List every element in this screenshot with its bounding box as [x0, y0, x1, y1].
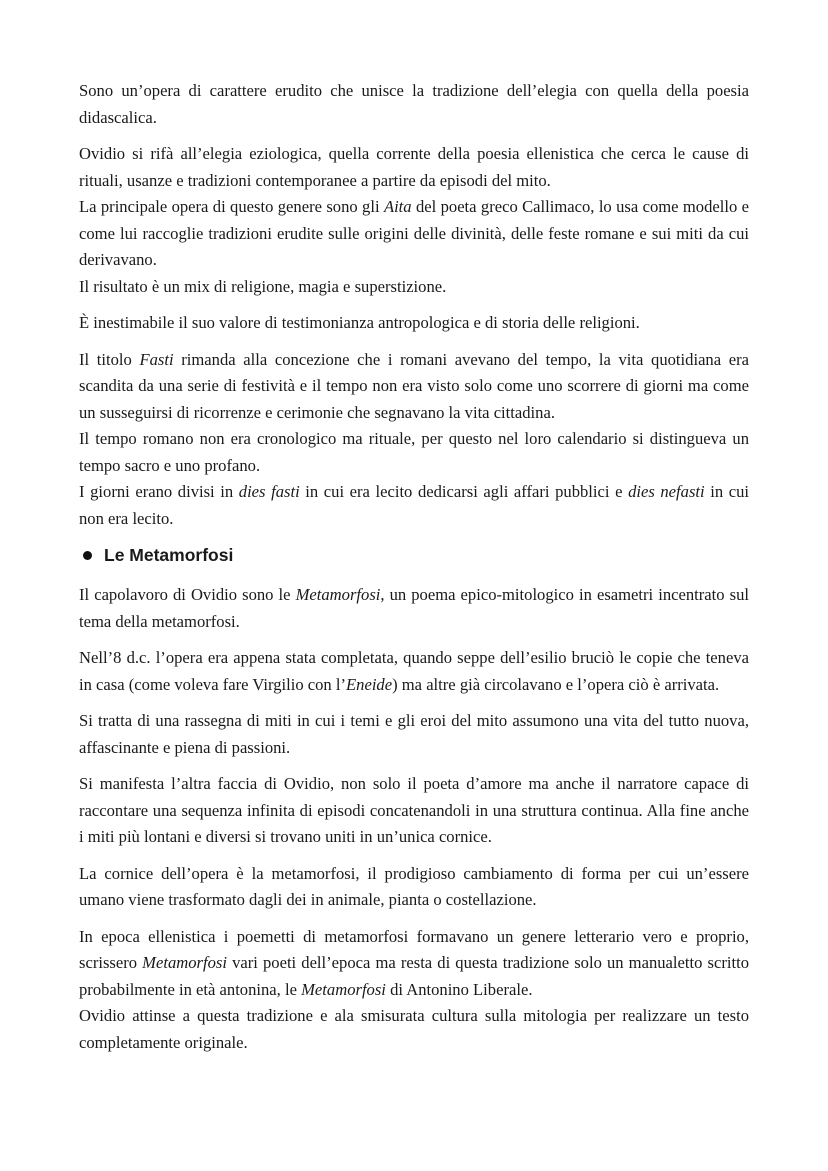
- title-metamorfosi-3: Metamorfosi: [301, 979, 386, 999]
- paragraph-altra-faccia: Si manifesta l’altra faccia di Ovidio, non solo il poeta d’amore ma anche il narratore capace di raccontare una sequenza infinita di episodi concatenandoli in una struttura continua. Alla fine anche i miti più lontani e diversi si trovano uniti in un’unica cornice.: [79, 774, 749, 846]
- paragraph-capolavoro: Il capolavoro di Ovidio sono le Metamorfosi, un poema epico-mitologico in esametri incentrato sul tema della metamorfosi.: [79, 585, 749, 631]
- paragraph-valore: È inestimabile il suo valore di testimonianza antropologica e di storia delle religioni.: [79, 313, 640, 332]
- paragraph-intro: Sono un’opera di carattere erudito che unisce la tradizione dell’elegia con quella della poesia didascalica.: [79, 81, 749, 127]
- paragraph-conclusione: Ovidio attinse a questa tradizione e ala smisurata cultura sulla mitologia per realizzare un testo completamente originale.: [79, 1006, 749, 1052]
- title-metamorfosi: Metamorfosi: [295, 585, 381, 604]
- paragraph-esilio: Nell’8 d.c. l’opera era appena stata completata, quando seppe dell’esilio bruciò le copie che teneva in casa (come voleva fare Virgilio con l’Eneide) ma altre già circolavano e l’opera ciò è arrivata.: [79, 648, 749, 694]
- paragraph-fasti-titolo: Il titolo Fasti rimanda alla concezione che i romani avevano del tempo, la vita quotidiana era scandita da una serie di festività e il tempo non era visto solo come uno scorrere di giorni ma come un susseguirsi di ricorrenze e cerimonie che segnavano la vita cittadina.: [79, 349, 749, 422]
- section-heading-text: Le Metamorfosi: [104, 544, 234, 565]
- term-dies-fasti: dies fasti: [238, 482, 300, 501]
- title-fasti: Fasti: [139, 349, 174, 369]
- term-dies-nefasti: dies nefasti: [628, 482, 705, 501]
- paragraph-giorni: I giorni erano divisi in dies fasti in cui era lecito dedicarsi agli affari pubblici e dies nefasti in cui non era lecito.: [79, 482, 750, 528]
- paragraph-risultato: Il risultato è un mix di religione, magia e superstizione.: [79, 276, 447, 296]
- section-heading: [79, 542, 749, 568]
- paragraph-callimaco: La principale opera di questo genere sono gli Aita del poeta greco Callimaco, lo usa come modello e come lui raccoglie tradizioni erudite sulle origini delle divinità, delle feste romane e sui miti da cui derivavano.: [79, 197, 749, 269]
- paragraph-cornice: La cornice dell’opera è la metamorfosi, il prodigioso cambiamento di forma per cui un’essere umano viene trasformato dagli dei in animale, pianta o costellazione.: [79, 863, 749, 909]
- bullet-icon: [83, 551, 92, 560]
- paragraph-epoca-ellenistica: In epoca ellenistica i poemetti di metamorfosi formavano un genere letterario vero e proprio, scrissero Metamorfosi vari poeti dell’epoca ma resta di questa tradizione solo un manualetto scritto probabilmente in età antonina, le Metamorfosi di Antonino Liberale.: [79, 926, 749, 999]
- title-aita: Aita: [383, 197, 412, 216]
- title-metamorfosi-2: Metamorfosi: [142, 953, 227, 972]
- document-body: [79, 78, 749, 1056]
- paragraph-elegia-eziologica: Ovidio si rifà all’elegia eziologica, quella corrente della poesia ellenistica che cerca le cause di rituali, usanze e tradizioni contemporanee a partire da episodi del mito.: [79, 144, 749, 190]
- title-eneide: Eneide: [346, 674, 393, 694]
- paragraph-rassegna: Si tratta di una rassegna di miti in cui i temi e gli eroi del mito assumono una vita del tutto nuova, affascinante e piena di passioni.: [79, 711, 749, 757]
- paragraph-tempo-romano: Il tempo romano non era cronologico ma rituale, per questo nel loro calendario si distingueva un tempo sacro e uno profano.: [79, 429, 749, 475]
